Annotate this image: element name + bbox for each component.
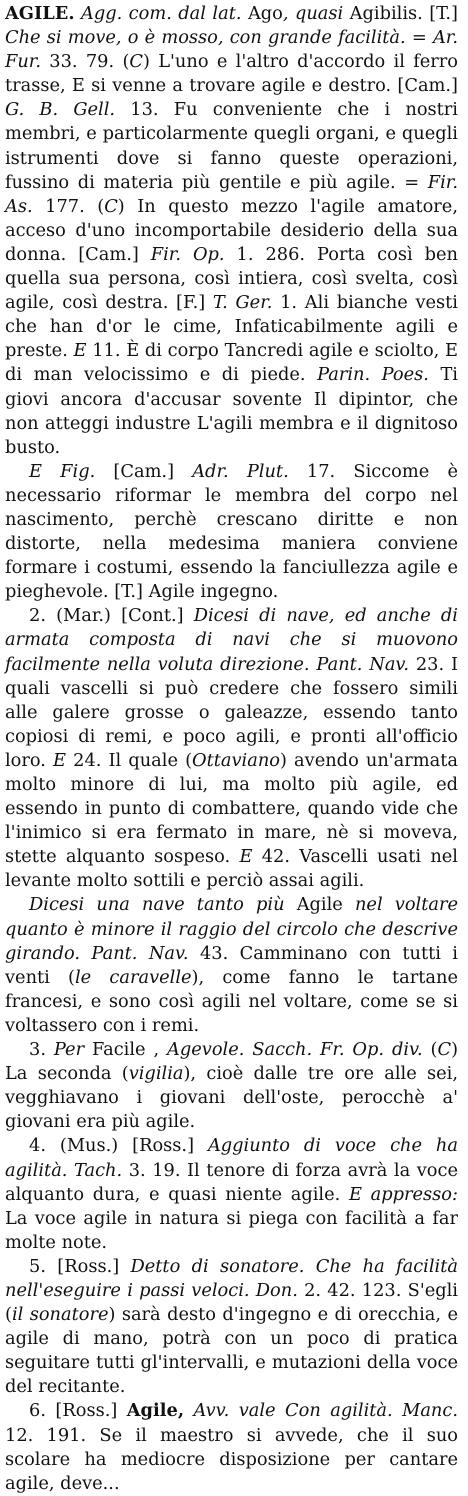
italic-text: C (129, 51, 143, 73)
italic-text: E Fig. (29, 460, 96, 482)
body-text: 12. 191. Se il maestro si avvede, che il suo scolare ha mediocre disposizione per cantare agile, deve... (5, 1424, 458, 1494)
italic-text: Parin. Poes. (317, 364, 429, 386)
entry-sense-paragraph (5, 460, 458, 605)
body-text: 23. I quali vascelli si può credere che fossero simili alle galere grosse o galeazze, essendo tanto copiosi di remi, e poco agili, e pronti all'officio loro. (5, 653, 459, 771)
italic-text: Agevole. Sacch. Fr. Op. div. (159, 1039, 423, 1061)
body-text: Agile (284, 894, 355, 916)
body-text: 17. Siccome è necessario riformar le membra del corpo nel nascimento, perchè crescano diritte e non distorte, nella medesima maniera conviene formare i costumi, essendo la fanciullezza agile e pieghevole. [T.] Agile ingegno. (5, 460, 458, 603)
body-text: ) L'uno e l'altro d'accordo il ferro trasse, E si venne a trovare agile e destro. [Cam.] (5, 51, 459, 97)
body-text: , (153, 1039, 160, 1061)
italic-text: Aggiunto di voce che ha agilità. Tach. (5, 1135, 458, 1181)
italic-text: G. B. Gell. (5, 99, 116, 121)
entry-sense-paragraph (5, 1038, 458, 1134)
italic-text: E (53, 749, 67, 771)
body-text: ) La seconda ( (5, 1039, 458, 1085)
italic-text: nel voltare quanto è minore il raggio del circolo che descrive girando. Pant. Nav. (5, 894, 458, 964)
body-text: 1. Ali bianche vesti che han d'or le cime, Infaticabilmente agili e preste. (5, 292, 458, 362)
italic-text: Avv. vale Con agilità. Manc. (184, 1400, 459, 1422)
headword: Agile, (126, 1400, 185, 1422)
body-text: [Cam.] (95, 460, 193, 482)
body-text: ) In questo mezzo l'agile amatore, acceso d'uno incomportabile desiderio della sua donna. [Cam.] (5, 195, 458, 265)
body-text: Ago (247, 3, 283, 24)
body-text: 11. È di corpo Tancredi agile e sciolto, E di man velocissimo e di piede. (5, 340, 458, 386)
body-text: 24. Il quale ( (66, 749, 193, 771)
italic-text: Fir. As. (5, 171, 458, 217)
italic-text: Dicesi una nave tanto più (29, 894, 285, 916)
body-text: 13. Fu conveniente che i nostri membri, e particolarmente quegli organi, e quegli istrumenti dove si fanno queste operazioni, fussino di materia più gentile e più agile. = (5, 99, 458, 193)
body-text: ( (422, 1039, 438, 1061)
italic-text: Ottaviano (192, 749, 281, 771)
body-text: 33. 79. ( (41, 51, 130, 73)
entry-definition-paragraph (5, 2, 458, 460)
body-text: 1. 286. Porta così ben quella sua persona, così intiera, così svelta, così agile, così destra. [F.] (5, 243, 458, 314)
italic-text: Agg. com. dal lat. (74, 3, 248, 24)
italic-text: , quasi (282, 3, 350, 24)
italic-text: vigilia (128, 1063, 184, 1085)
italic-text: E appresso: (348, 1183, 458, 1205)
italic-text: il sonatore (11, 1304, 109, 1326)
body-text: ) sarà desto d'ingegno e di orecchia, e agile di mano, potrà con un poco di pratica seguitare tutti gl'intervalli, e mutazioni della voce del recitante. (5, 1304, 458, 1398)
body-text: 5. [Ross.] (29, 1255, 131, 1277)
entry-sense-paragraph (5, 1255, 458, 1400)
italic-text: Fir. Op. (150, 243, 225, 265)
body-text: 42. Vascelli usati nel levante molto sottili e perciò assai agili. (5, 846, 458, 892)
body-text: 3. 19. Il tenore di forza avrà la voce alquanto dura, e quasi niente agile. (5, 1159, 458, 1205)
body-text: ) avendo un'armata molto minore di lui, ma molto più agile, ed essendo in punto di combattere, quando vide che l'inimico si era fermato in mare, nè si moveva, stette alquanto sospeso. (5, 749, 458, 868)
body-text: 2. 42. 123. S'egli ( (5, 1279, 458, 1326)
italic-text: Per (53, 1039, 85, 1061)
body-text: 2. (Mar.) [Cont.] (29, 605, 194, 627)
italic-text: E (73, 340, 87, 362)
body-text: Ti giovi ancora d'accusar sovente Il dipintor, che non atteggi industre L'agili membra e il dignitoso busto. (5, 364, 458, 458)
entry-sense-paragraph (5, 893, 458, 1038)
entry-sense-paragraph (5, 604, 458, 893)
body-text: Agibilis. [T.] (349, 3, 458, 24)
italic-text: Detto di sonatore. Che ha facilità nell'eseguire i passi veloci. Don. (5, 1255, 458, 1301)
body-text: ), cioè dalle tre ore alle sei, vegghiavano i giovani dell'oste, perocchè a' giovani era più agile. (5, 1063, 458, 1133)
headword: AGILE. (5, 3, 75, 24)
body-text: Facile (84, 1039, 154, 1061)
body-text: 177. ( (32, 195, 105, 217)
italic-text: le caravelle (75, 966, 192, 988)
italic-text: C (437, 1039, 452, 1061)
body-text: La voce agile in natura si piega con facilità a far molte note. (5, 1207, 458, 1253)
body-text: 6. [Ross.] (29, 1400, 127, 1422)
italic-text: Dicesi di nave, ed anche di armata composta di navi che si muovono facilmente nella voluta direzione. Pant. Nav. (5, 605, 458, 675)
entry-sense-paragraph (5, 1399, 458, 1495)
body-text: 43. Camminano con tutti i venti ( (5, 942, 458, 988)
italic-text: E (239, 846, 253, 868)
italic-text: C (104, 195, 118, 217)
italic-text: Adr. Plut. (192, 460, 289, 482)
entry-sense-paragraph (5, 1134, 458, 1254)
body-text: ), come fanno le tartane francesi, e sono così agili nel voltare, come se si voltassero con i remi. (5, 966, 458, 1036)
italic-text: T. Ger. (212, 292, 273, 314)
body-text: 4. (Mus.) [Ross.] (29, 1135, 208, 1157)
italic-text: Che si move, o è mosso, con grande facilità. = Ar. Fur. (5, 27, 458, 73)
body-text: 3. (29, 1039, 54, 1061)
